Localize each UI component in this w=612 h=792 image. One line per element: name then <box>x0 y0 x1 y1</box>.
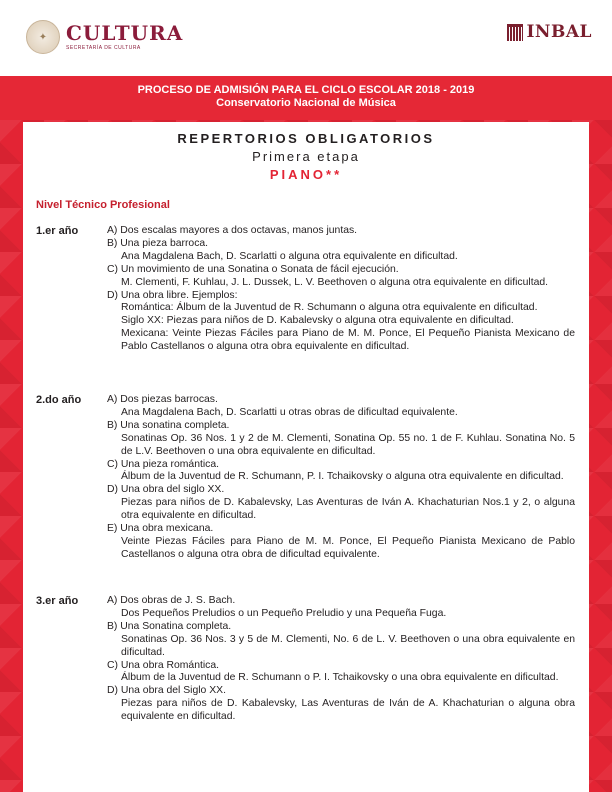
page-header <box>0 0 612 76</box>
requirement-item <box>107 238 575 264</box>
requirement-description: Mexicana: Veinte Piezas Fáciles para Piano de M. M. Ponce, El Pequeño Pianista Mexicano de Pablo Castellanos o alguna otra obra equivalente en dificultad. <box>121 328 575 353</box>
requirement-heading: D) Una obra del Siglo XX. <box>107 685 226 697</box>
requirement-heading: C) Un movimiento de una Sonatina o Sonata de fácil ejecución. <box>107 263 399 275</box>
requirement-description: Dos Pequeños Preludios o un Pequeño Preludio y una Pequeña Fuga. <box>121 607 447 619</box>
requirement-heading: A) Dos piezas barrocas. <box>107 394 218 405</box>
requirement-description: Piezas para niños de D. Kabalevsky, Las Aventuras de Iván A. Khachaturian Nos.1 y 2, o alguna otra equivalente en dificultad. <box>121 497 575 522</box>
cultura-subtitle: SECRETARÍA DE CULTURA <box>66 45 141 51</box>
requirement-item <box>107 523 575 562</box>
requirement-description: Veinte Piezas Fáciles para Piano de M. M. Ponce, El Pequeño Pianista Mexicano de Pablo Castellanos o alguna otra obra de dificultad equivalente. <box>121 535 575 560</box>
requirement-heading: A) Dos escalas mayores a dos octavas, manos juntas. <box>107 225 358 236</box>
requirement-heading: C) Una pieza romántica. <box>107 458 220 470</box>
banner-line-2: Conservatorio Nacional de Música <box>216 97 396 109</box>
requirement-list <box>107 394 575 562</box>
level-heading: Nivel Técnico Profesional <box>36 199 170 211</box>
page-subtitle: Primera etapa <box>252 149 360 164</box>
inbal-text: INBAL <box>526 22 592 42</box>
requirement-heading: E) Una obra mexicana. <box>107 523 214 535</box>
requirement-item <box>107 459 575 485</box>
requirement-description: Sonatinas Op. 36 Nos. 1 y 2 de M. Clementi, Sonatina Op. 55 no. 1 de F. Kuhlau. Sonatina No. 5 de L.V. Beethoven o una obra equivalente en dificultad. <box>121 432 575 457</box>
page-title: REPERTORIOS OBLIGATORIOS <box>177 131 435 146</box>
instrument-title: PIANO** <box>269 167 343 182</box>
requirement-description: Álbum de la Juventud de R. Schumann, P. I. Tchaikovsky o alguna otra equivalente en dificultad. <box>121 471 564 483</box>
requirement-description: Álbum de la Juventud de R. Schumann o P. I. Tchaikovsky o una obra equivalente en dificultad. <box>121 672 559 684</box>
admission-banner <box>0 76 612 120</box>
building-icon <box>507 24 523 41</box>
requirement-heading: D) Una obra del siglo XX. <box>107 484 225 496</box>
requirement-description: Sonatinas Op. 36 Nos. 3 y 5 de M. Clementi, No. 6 de L. V. Beethoven o una obra equivalente en dificultad. <box>121 633 575 658</box>
requirement-description: M. Clementi, F. Kuhlau, J. L. Dussek, L. V. Beethoven o alguna otra equivalente en dificultad. <box>121 276 549 288</box>
year-label: 3.er año <box>36 595 79 607</box>
requirement-item <box>107 621 575 660</box>
requirement-description: Ana Magdalena Bach, D. Scarlatti u otras obras de dificultad equivalente. <box>121 406 458 418</box>
year-label: 2.do año <box>36 394 82 406</box>
requirement-description: Ana Magdalena Bach, D. Scarlatti o alguna otra equivalente en dificultad. <box>121 250 458 262</box>
year-label: 1.er año <box>36 225 79 237</box>
requirement-heading: B) Una Sonatina completa. <box>107 620 232 632</box>
banner-line-1: PROCESO DE ADMISIÓN PARA EL CICLO ESCOLAR 2018 - 2019 <box>137 84 475 96</box>
requirement-heading: A) Dos obras de J. S. Bach. <box>107 595 236 606</box>
mexico-seal-icon: ✦ <box>26 20 60 54</box>
requirement-description: Piezas para niños de D. Kabalevsky, Las Aventuras de Iván de A. Khachaturian o alguna obra equivalente en dificultad. <box>121 698 575 723</box>
requirement-list <box>107 225 575 354</box>
requirement-heading: C) Una obra Romántica. <box>107 659 220 671</box>
cultura-title: CULTURA <box>66 21 184 45</box>
requirement-item <box>107 290 575 316</box>
requirement-item <box>107 328 575 354</box>
requirement-item <box>107 595 575 621</box>
requirement-item <box>107 315 575 328</box>
requirement-item <box>107 264 575 290</box>
requirement-heading: B) Una pieza barroca. <box>107 237 209 249</box>
requirement-item <box>107 660 575 686</box>
requirement-item <box>107 484 575 523</box>
cultura-logo <box>26 20 183 54</box>
requirement-description: Siglo XX: Piezas para niños de D. Kabalevsky o alguna otra equivalente en dificultad. <box>121 315 514 327</box>
requirement-heading: B) Una sonatina completa. <box>107 419 230 431</box>
requirement-heading: D) Una obra libre. Ejemplos: <box>107 289 238 301</box>
requirement-item <box>107 685 575 724</box>
requirement-list <box>107 595 575 724</box>
content-card <box>23 122 589 792</box>
requirement-description: Romántica: Álbum de la Juventud de R. Schumann o alguna otra equivalente en dificultad. <box>121 302 538 314</box>
requirement-item <box>107 394 575 420</box>
requirement-item <box>107 225 575 238</box>
requirement-item <box>107 420 575 459</box>
inbal-logo <box>507 22 592 42</box>
